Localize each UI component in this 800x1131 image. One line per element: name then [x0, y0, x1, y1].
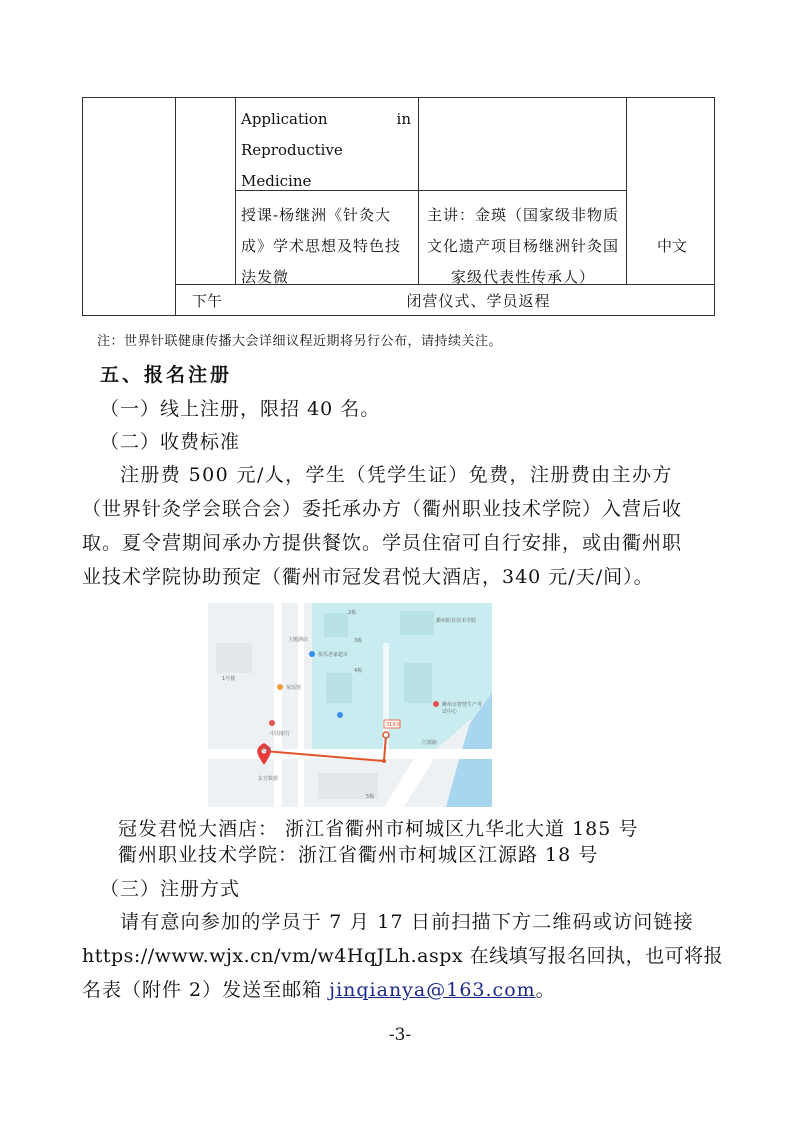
map-label-road: 江源路: [422, 740, 438, 746]
map-label-bank: 中国银行: [270, 731, 291, 737]
map-label-building-1: 1号楼: [222, 676, 236, 682]
fee-paragraph-line: 取。夏令营期间承办方提供餐饮。学员住宿可自行安排，或由衢州职: [82, 532, 683, 554]
subsection-online: （一）线上注册，限招 40 名。: [100, 398, 381, 420]
table-cell-closing: 闭营仪式、学员返程: [406, 292, 551, 310]
page-number: -3-: [388, 1025, 412, 1045]
registration-paragraph-line: https://www.wjx.cn/vm/w4HqJLh.aspx 在线填写报名回执，也可将报: [82, 945, 724, 967]
email-link[interactable]: jinqianya@163.com: [329, 979, 536, 1001]
table-cell-afternoon: 下午: [191, 292, 222, 310]
fee-paragraph-line: 注册费 500 元/人，学生（凭学生证）免费，注册费由主办方: [120, 464, 673, 486]
registration-paragraph-line: [82, 973, 556, 1007]
table-divider: [175, 98, 176, 315]
fee-paragraph-line: 业技术学院协助预定（衢州市冠发君悦大酒店，340 元/天/间）。: [82, 566, 654, 588]
map-label-distance: 318米: [386, 722, 401, 728]
agenda-note: 注：世界针联健康传播大会详细议程近期将另行公布，请持续关注。: [97, 334, 503, 349]
registration-text: 名表（附件 2）发送至邮箱: [82, 979, 330, 1001]
map-label-center: 衢州市智慧生产考试中心: [442, 702, 483, 715]
map-label-building-5: 5栋: [366, 794, 375, 800]
table-cell-speaker: 主讲：金瑛（国家级非物质 文化遗产项目杨继洲针灸国 家级代表性传承人）: [426, 206, 619, 286]
schedule-table: [82, 97, 715, 316]
location-map: [208, 603, 492, 807]
map-label-restaurant: 某饭馆: [286, 685, 302, 691]
map-label-building-3: 3栋: [354, 638, 363, 644]
map-label-building-4: 4栋: [354, 668, 363, 674]
map-label-hotel: 主题酒店: [288, 637, 309, 643]
table-divider: [626, 98, 627, 284]
table-cell-topic-lecture: 授课-杨继洲《针灸大 成》学术思想及特色技 法发微: [241, 206, 402, 286]
school-address: 衢州职业技术学院：浙江省衢州市柯城区江源路 18 号: [118, 844, 599, 866]
subsection-registration: （三）注册方式: [100, 878, 241, 900]
map-label-building-2: 2栋: [348, 610, 357, 616]
registration-paragraph-line: 请有意向参加的学员于 7 月 17 日前扫描下方二维码或访问链接: [120, 911, 694, 933]
hotel-address: 冠发君悦大酒店： 浙江省衢州市柯城区九华北大道 185 号: [118, 818, 639, 840]
section-heading: 五、报名注册: [100, 364, 233, 386]
table-cell-language: 中文: [656, 237, 687, 255]
map-label-start: 起点: [262, 747, 273, 753]
table-divider: [235, 98, 236, 284]
map-label-building: 东方数据: [258, 776, 279, 782]
subsection-fee: （二）收费标准: [100, 431, 241, 453]
table-cell-topic-english: Application in Reproductive Medicine: [241, 110, 411, 190]
table-divider: [418, 98, 419, 284]
map-label-school: 衢州职业技术学院: [436, 618, 477, 624]
map-label-store: 快乐老家超市: [318, 652, 349, 658]
fee-paragraph-line: （世界针灸学会联合会）委托承办方（衢州职业技术学院）入营后收: [82, 498, 683, 520]
registration-end: 。: [535, 979, 556, 1001]
